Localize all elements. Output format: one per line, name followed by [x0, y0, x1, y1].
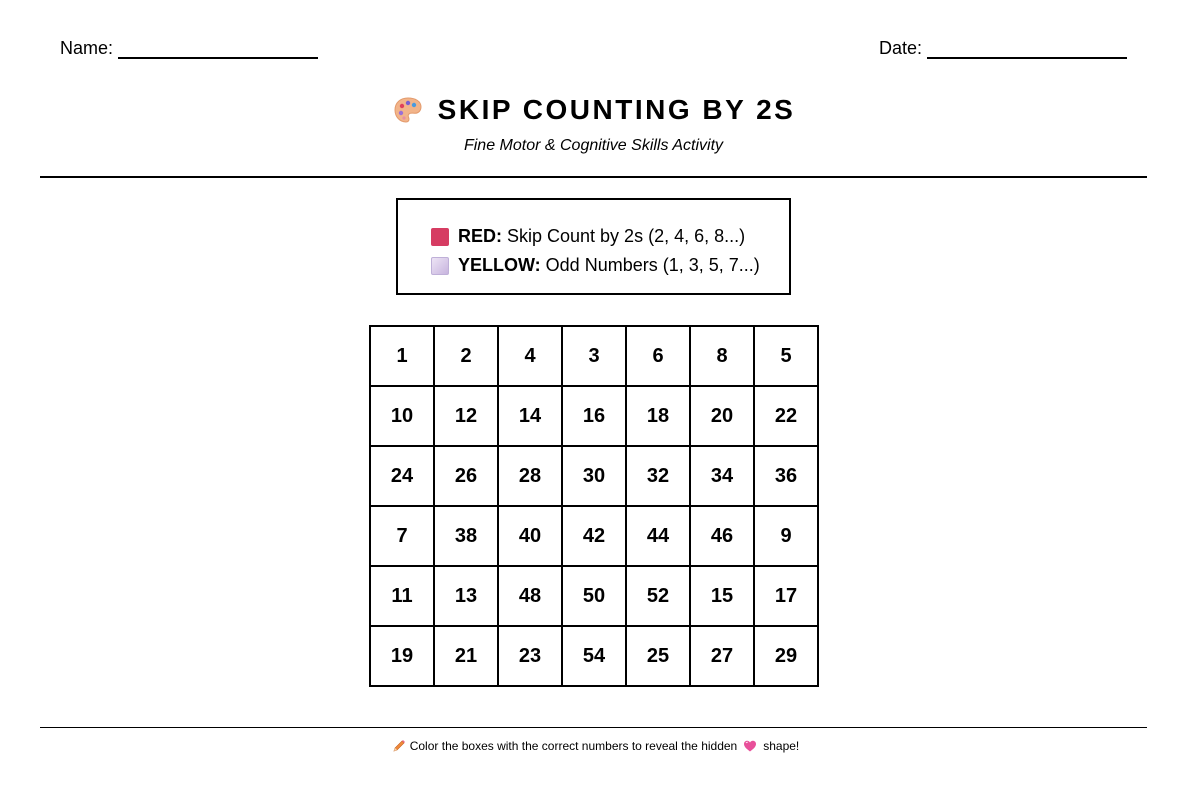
grid-cell[interactable]: 11 — [370, 566, 434, 626]
grid-row — [370, 506, 818, 566]
grid-cell[interactable]: 48 — [498, 566, 562, 626]
page-subtitle: Fine Motor & Cognitive Skills Activity — [463, 137, 724, 154]
grid-cell[interactable]: 25 — [626, 626, 690, 686]
grid-row — [370, 626, 818, 686]
grid-cell[interactable]: 28 — [498, 446, 562, 506]
grid-cell[interactable]: 1 — [370, 326, 434, 386]
title-text: SKIP COUNTING BY 2S — [437, 94, 796, 125]
grid-row — [370, 386, 818, 446]
legend-description: Odd Numbers (1, 3, 5, 7...) — [545, 255, 760, 275]
grid-cell[interactable]: 38 — [434, 506, 498, 566]
grid-cell[interactable]: 18 — [626, 386, 690, 446]
grid-cell[interactable]: 10 — [370, 386, 434, 446]
yellow-swatch — [431, 257, 449, 275]
grid-row — [370, 566, 818, 626]
grid-cell[interactable]: 52 — [626, 566, 690, 626]
heart-icon — [743, 739, 757, 753]
page-title — [392, 94, 796, 126]
grid-cell[interactable]: 19 — [370, 626, 434, 686]
grid-cell[interactable]: 32 — [626, 446, 690, 506]
pencil-icon — [392, 739, 406, 753]
legend-item-red — [431, 222, 789, 251]
grid-cell[interactable]: 12 — [434, 386, 498, 446]
name-blank-line[interactable] — [118, 43, 318, 59]
grid-cell[interactable]: 22 — [754, 386, 818, 446]
legend-color-name: RED: — [458, 226, 502, 246]
grid-cell[interactable]: 21 — [434, 626, 498, 686]
grid-cell[interactable]: 44 — [626, 506, 690, 566]
grid-cell[interactable]: 23 — [498, 626, 562, 686]
legend-description: Skip Count by 2s (2, 4, 6, 8...) — [507, 226, 746, 246]
grid-cell[interactable]: 14 — [498, 386, 562, 446]
title-block — [0, 94, 1187, 131]
grid-cell[interactable]: 30 — [562, 446, 626, 506]
header-divider — [40, 176, 1147, 178]
footer-instructions — [0, 739, 1187, 753]
grid-cell[interactable]: 15 — [690, 566, 754, 626]
date-label: Date: — [879, 38, 923, 58]
grid-cell[interactable]: 46 — [690, 506, 754, 566]
grid-cell[interactable]: 27 — [690, 626, 754, 686]
grid-cell[interactable]: 13 — [434, 566, 498, 626]
grid-cell[interactable]: 29 — [754, 626, 818, 686]
grid-row — [370, 326, 818, 386]
grid-cell[interactable]: 40 — [498, 506, 562, 566]
name-field — [60, 38, 318, 59]
red-swatch — [431, 228, 449, 246]
grid-cell[interactable]: 20 — [690, 386, 754, 446]
footer-divider — [40, 727, 1147, 728]
grid-cell[interactable]: 9 — [754, 506, 818, 566]
grid-cell[interactable]: 7 — [370, 506, 434, 566]
date-field — [879, 38, 1127, 59]
grid-cell[interactable]: 26 — [434, 446, 498, 506]
grid-cell[interactable]: 36 — [754, 446, 818, 506]
number-grid — [369, 325, 819, 687]
palette-icon — [392, 94, 424, 126]
grid-cell[interactable]: 2 — [434, 326, 498, 386]
grid-cell[interactable]: 5 — [754, 326, 818, 386]
footer-text-after: shape! — [763, 739, 800, 753]
grid-cell[interactable]: 3 — [562, 326, 626, 386]
color-legend — [396, 198, 791, 295]
grid-cell[interactable]: 50 — [562, 566, 626, 626]
grid-row — [370, 446, 818, 506]
grid-cell[interactable]: 16 — [562, 386, 626, 446]
footer-text-before: Color the boxes with the correct numbers to reveal the hidden — [409, 739, 738, 753]
legend-color-name: YELLOW: — [458, 255, 541, 275]
grid-cell[interactable]: 8 — [690, 326, 754, 386]
grid-cell[interactable]: 4 — [498, 326, 562, 386]
grid-cell[interactable]: 6 — [626, 326, 690, 386]
grid-cell[interactable]: 34 — [690, 446, 754, 506]
grid-cell[interactable]: 54 — [562, 626, 626, 686]
grid-cell[interactable]: 42 — [562, 506, 626, 566]
legend-item-yellow — [431, 251, 789, 280]
date-blank-line[interactable] — [927, 43, 1127, 59]
grid-cell[interactable]: 17 — [754, 566, 818, 626]
grid-cell[interactable]: 24 — [370, 446, 434, 506]
name-label: Name: — [60, 38, 114, 58]
